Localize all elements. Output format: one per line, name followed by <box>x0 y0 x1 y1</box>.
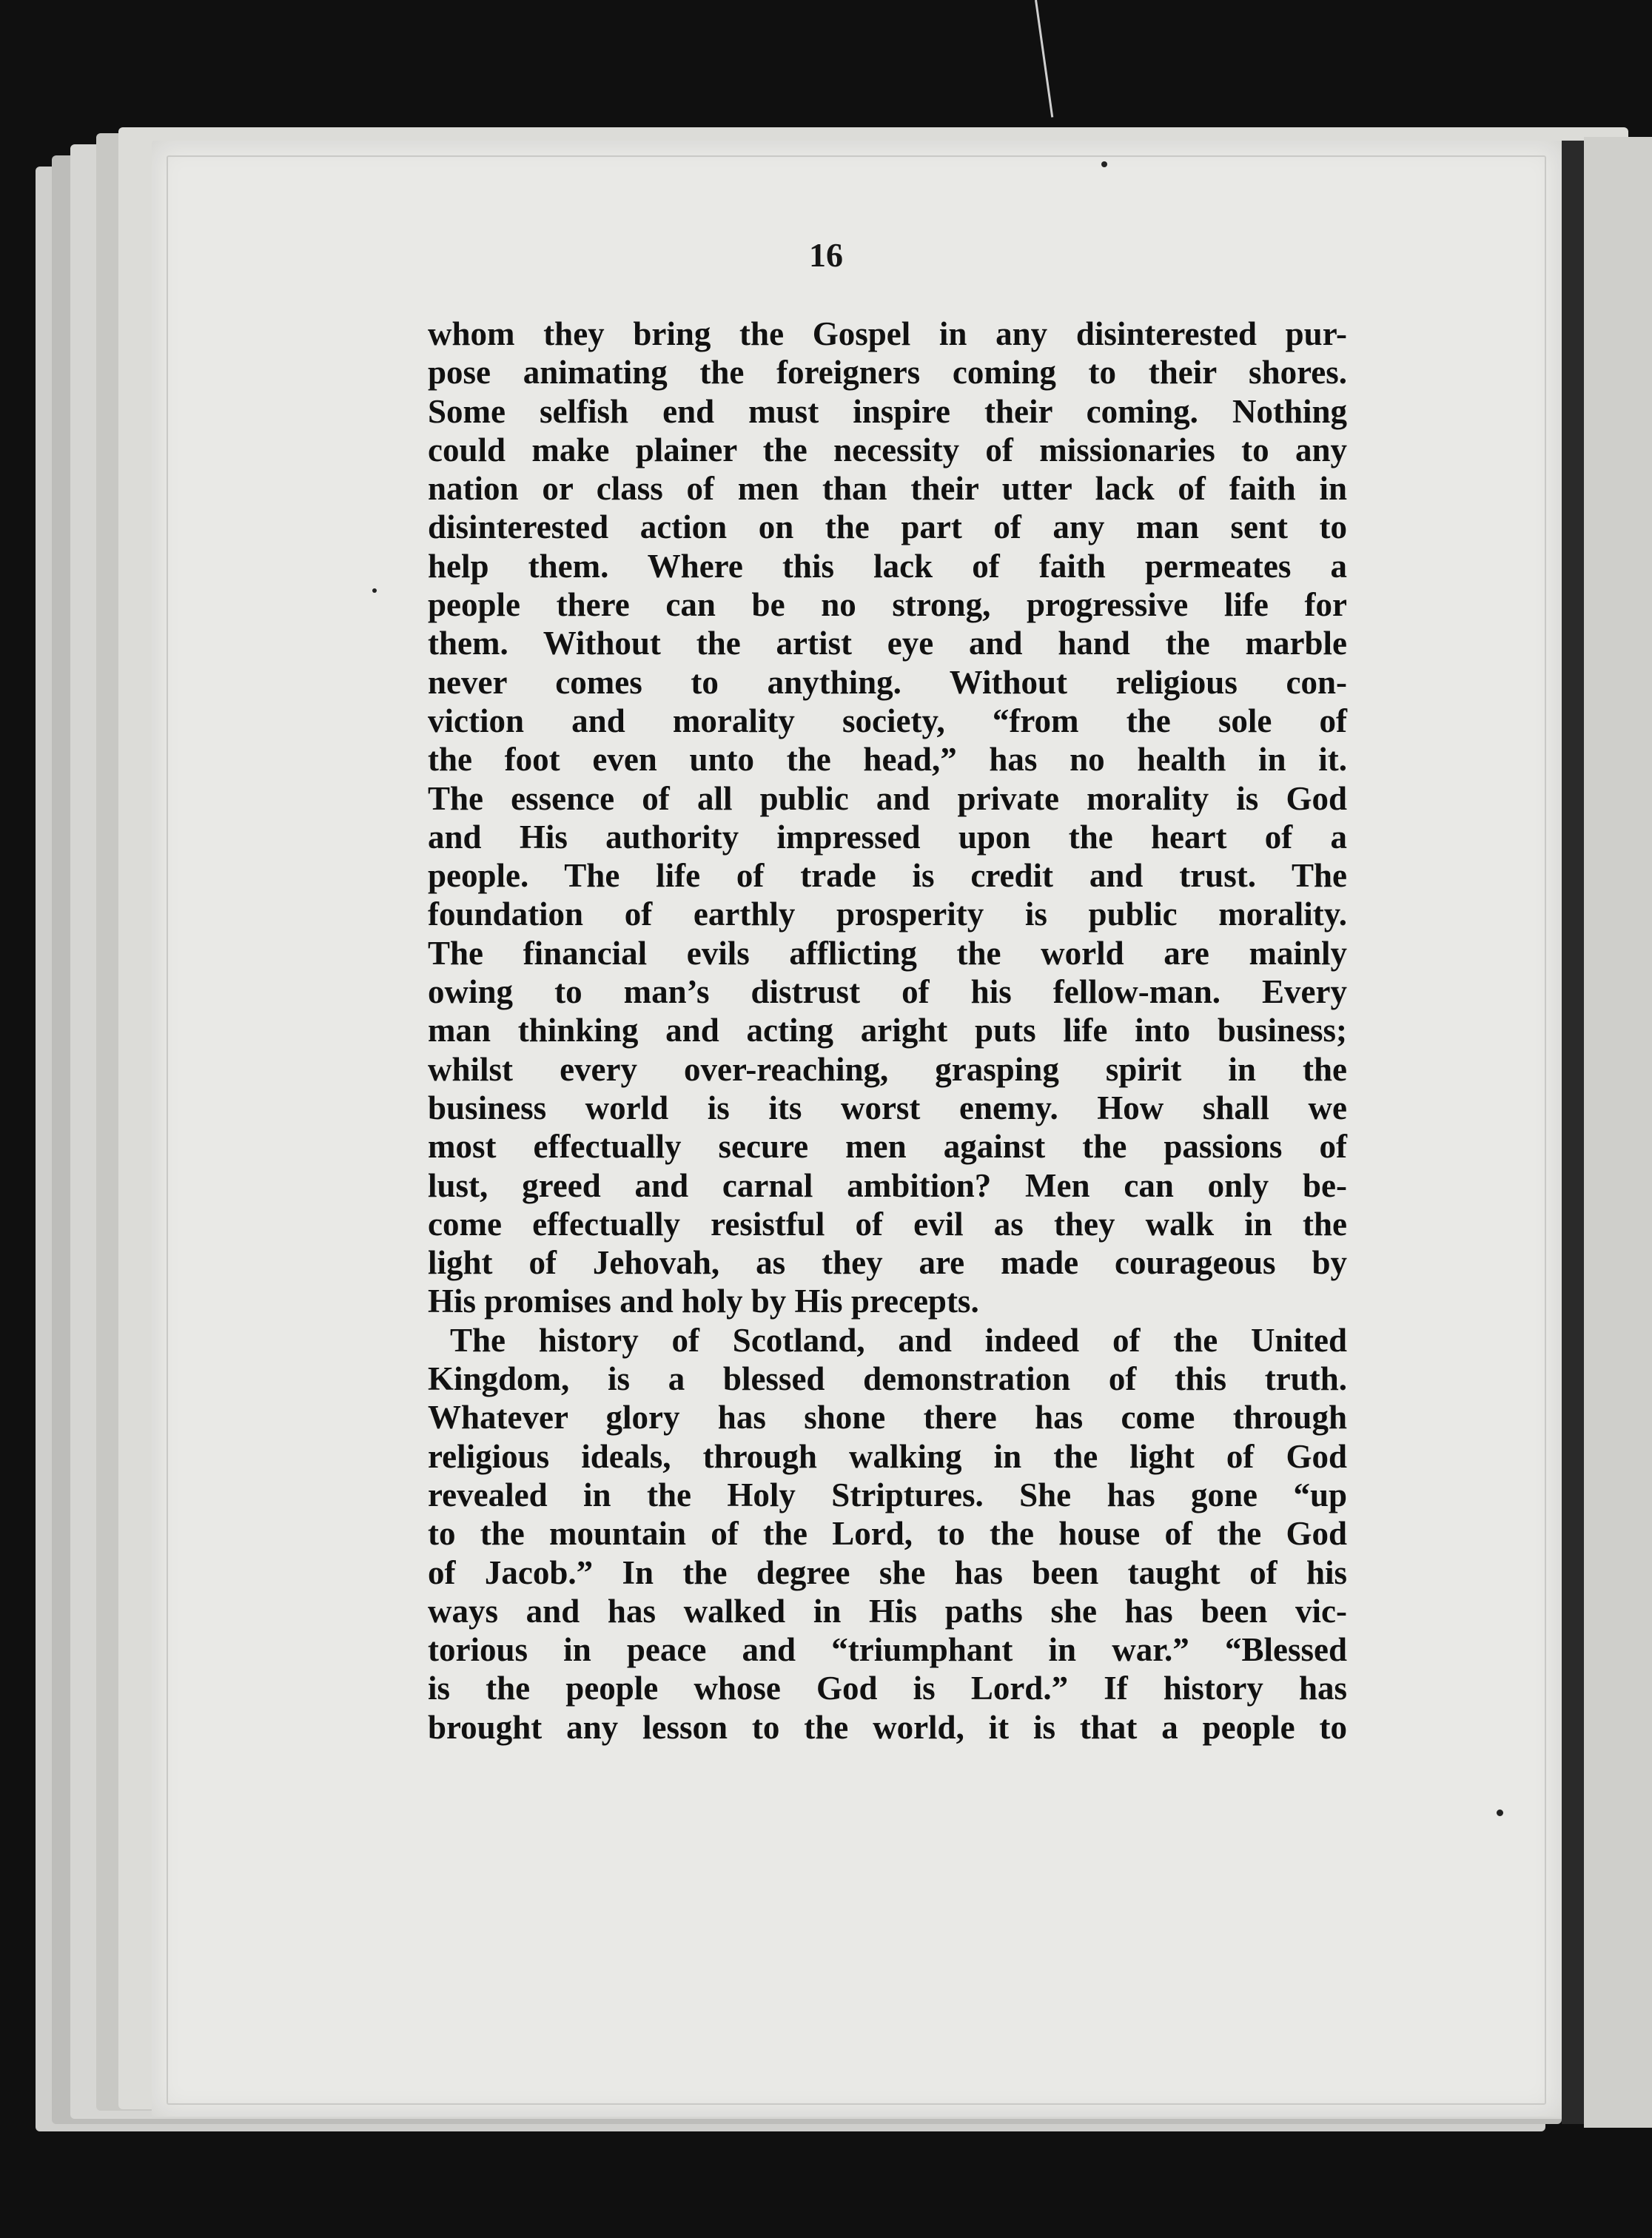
text-line: His promises and holy by His precepts. <box>428 1283 979 1320</box>
gutter-shadow <box>1562 141 1587 2124</box>
page-number: 16 <box>809 236 843 274</box>
dust-speck <box>1497 1809 1503 1816</box>
text-line: the foot even unto the head,” has no health in it. <box>428 741 1347 779</box>
text-line: help them. Where this lack of faith permeates a <box>428 547 1347 585</box>
text-line: people. The life of trade is credit and trust. The <box>428 857 1347 895</box>
text-line: is the people whose God is Lord.” If history has <box>428 1670 1347 1707</box>
text-line: business world is its worst enemy. How shall we <box>428 1089 1347 1126</box>
text-line: The essence of all public and private morality is God <box>428 779 1347 817</box>
text-line: pose animating the foreigners coming to their shores. <box>428 354 1347 392</box>
text-line: disinterested action on the part of any man sent to <box>428 508 1347 546</box>
text-line: come effectually resistful of evil as they walk in the <box>428 1205 1347 1243</box>
text-line: foundation of earthly prosperity is public morality. <box>428 895 1347 933</box>
text-line: could make plainer the necessity of missionaries to any <box>428 431 1347 468</box>
text-line: Some selfish end must inspire their coming. Nothing <box>428 392 1347 430</box>
text-line: owing to man’s distrust of his fellow-man. Every <box>428 973 1347 1011</box>
text-line: of Jacob.” In the degree she has been taught of his <box>428 1553 1347 1591</box>
text-line: and His authority impressed upon the heart of a <box>428 818 1347 856</box>
text-line: people there can be no strong, progressive life for <box>428 586 1347 624</box>
text-line: them. Without the artist eye and hand the marble <box>428 625 1347 662</box>
text-line: whilst every over-reaching, grasping spirit in the <box>428 1050 1347 1088</box>
next-page-edge <box>1584 137 1652 2128</box>
text-line: religious ideals, through walking in the light of God <box>428 1437 1347 1475</box>
text-line: whom they bring the Gospel in any disinterested pur- <box>428 315 1347 352</box>
text-line: The history of Scotland, and indeed of the United <box>450 1321 1347 1359</box>
text-line: never comes to anything. Without religious con- <box>428 663 1347 701</box>
text-line: The financial evils afflicting the world are mainly <box>428 934 1347 972</box>
text-line: Kingdom, is a blessed demonstration of this truth. <box>428 1360 1347 1398</box>
text-line: most effectually secure men against the passions of <box>428 1128 1347 1166</box>
text-line: revealed in the Holy Striptures. She has gone “up <box>428 1476 1347 1513</box>
text-line: ways and has walked in His paths she has been vic- <box>428 1592 1347 1630</box>
text-line: torious in peace and “triumphant in war.” “Blessed <box>428 1631 1347 1669</box>
text-line: lust, greed and carnal ambition? Men can only be- <box>428 1166 1347 1204</box>
text-line: to the mountain of the Lord, to the house of the God <box>428 1515 1347 1553</box>
dust-speck <box>372 588 377 593</box>
text-line: viction and morality society, “from the sole of <box>428 702 1347 739</box>
text-line: nation or class of men than their utter lack of faith in <box>428 470 1347 508</box>
text-line: man thinking and acting aright puts life into business; <box>428 1012 1347 1049</box>
text-line: light of Jehovah, as they are made courageous by <box>428 1244 1347 1282</box>
text-line: brought any lesson to the world, it is that a people to <box>428 1708 1347 1746</box>
dust-speck <box>1101 161 1107 167</box>
paper-crease <box>1035 0 1053 118</box>
text-line: Whatever glory has shone there has come through <box>428 1399 1347 1436</box>
body-text <box>428 315 1347 1747</box>
